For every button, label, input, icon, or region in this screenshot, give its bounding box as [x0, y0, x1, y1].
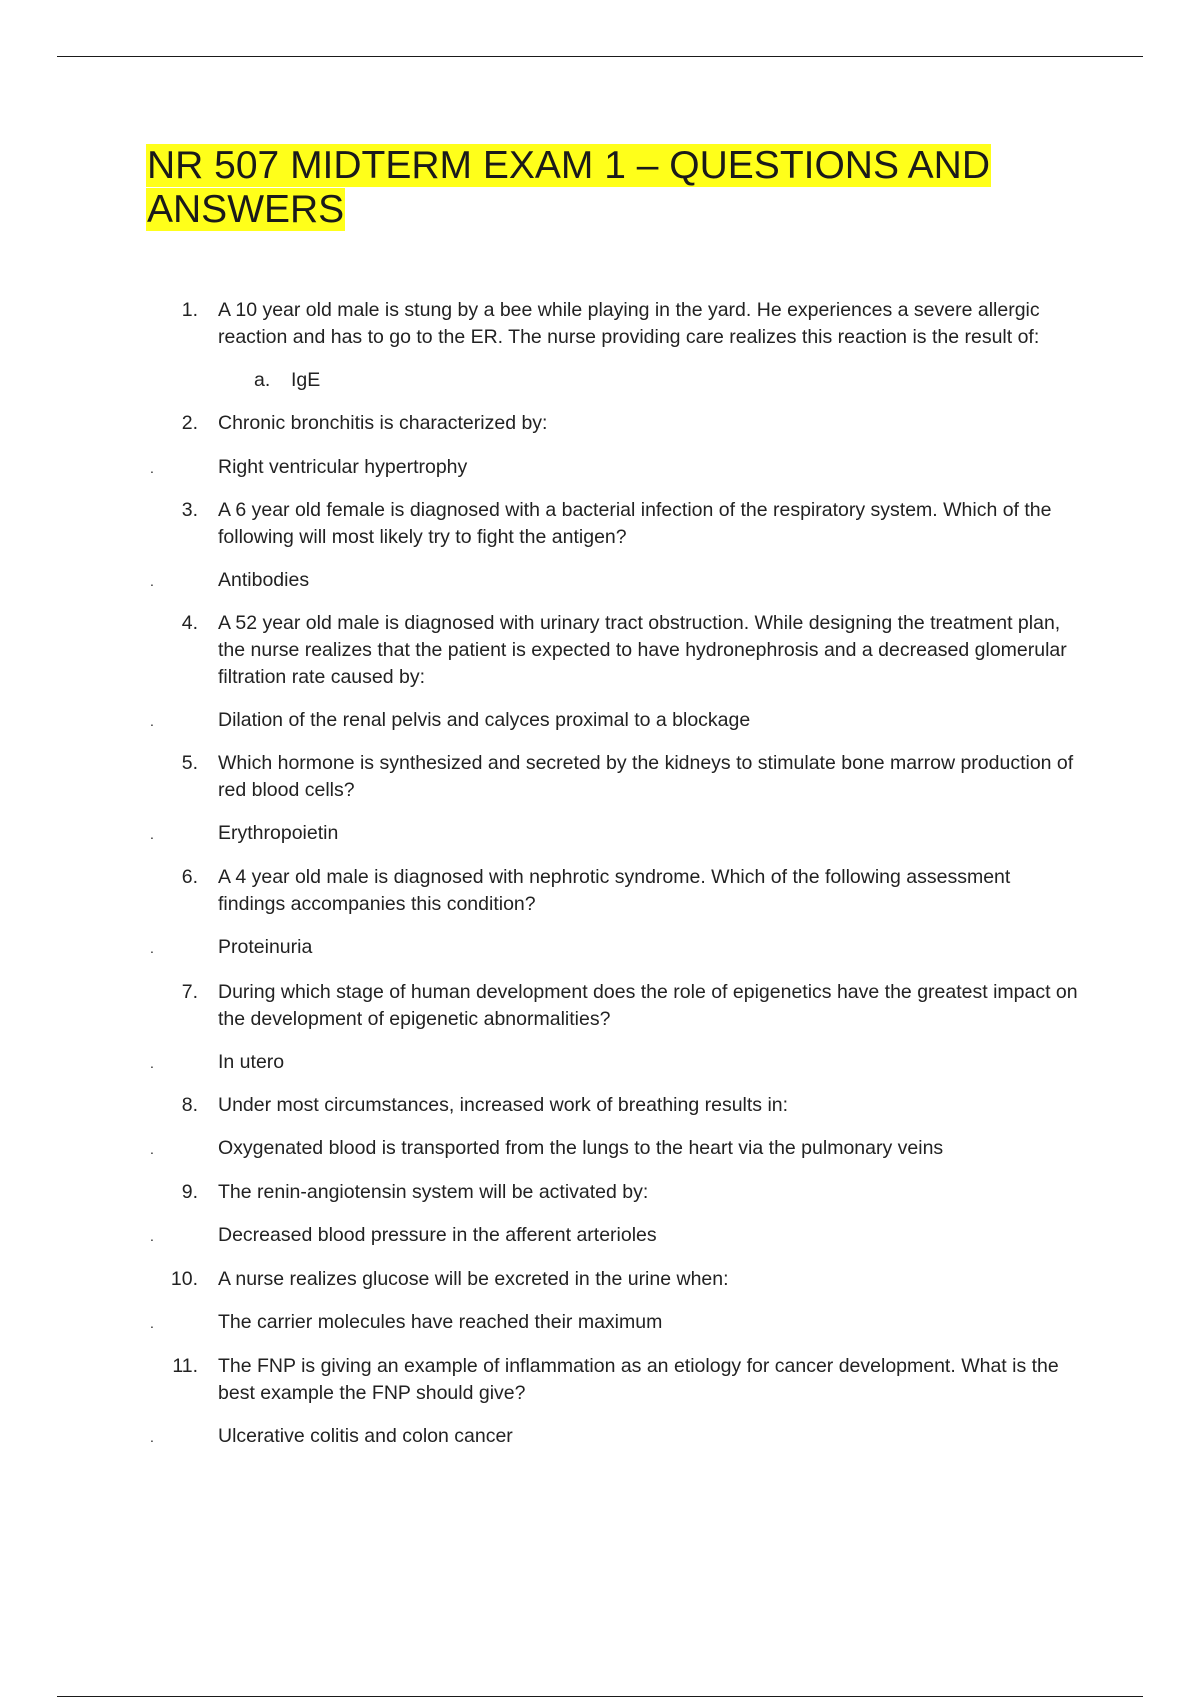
answer-marker: a.: [254, 369, 271, 391]
document-title-text: NR 507 MIDTERM EXAM 1 – QUESTIONS AND ANSWERS: [147, 144, 991, 231]
question-number: 5.: [181, 752, 198, 774]
answer-text: Right ventricular hypertrophy: [218, 456, 468, 478]
question-number: 10.: [170, 1268, 198, 1290]
answer-marker: .: [150, 1315, 154, 1331]
question-text: A 4 year old male is diagnosed with nephrotic syndrome. Which of the following assessment findings accompanies this condition?: [218, 866, 1011, 915]
question-text: A nurse realizes glucose will be excreted in the urine when:: [218, 1268, 729, 1290]
answer-marker: .: [150, 940, 154, 956]
answer-text: IgE: [291, 369, 321, 391]
answer-text: The carrier molecules have reached their maximum: [218, 1311, 663, 1333]
question-text: The renin-angiotensin system will be activated by:: [218, 1181, 649, 1203]
question-text: Under most circumstances, increased work of breathing results in:: [218, 1094, 789, 1116]
answer-text: Antibodies: [218, 569, 310, 591]
question-number: 1.: [181, 299, 198, 321]
question-text: During which stage of human development does the role of epigenetics have the greatest impact on the development of epigenetic abnormalities?: [218, 981, 1078, 1030]
question-text: Chronic bronchitis is characterized by:: [218, 412, 548, 434]
answer-text: Proteinuria: [218, 936, 313, 958]
answer-marker: .: [150, 826, 154, 842]
question-number: 2.: [181, 412, 198, 434]
question-number: 4.: [181, 612, 198, 634]
answer-text: Ulcerative colitis and colon cancer: [218, 1425, 513, 1447]
answer-marker: .: [150, 460, 154, 476]
question-text: A 52 year old male is diagnosed with urinary tract obstruction. While designing the treatment plan, the nurse realizes that the patient is expected to have hydronephrosis and a decreased glomerular filtration rate caused by:: [218, 612, 1067, 688]
question-text: The FNP is giving an example of inflammation as an etiology for cancer development. What is the best example the FNP should give?: [218, 1355, 1059, 1404]
footer-rule: [57, 1696, 1143, 1697]
question-number: 11.: [172, 1355, 198, 1377]
answer-text: In utero: [218, 1051, 285, 1073]
answer-marker: .: [150, 573, 154, 589]
answer-marker: .: [150, 1429, 154, 1445]
question-text: A 10 year old male is stung by a bee while playing in the yard. He experiences a severe allergic reaction and has to go to the ER. The nurse providing care realizes this reaction is the result of:: [218, 299, 1040, 348]
answer-text: Decreased blood pressure in the afferent arterioles: [218, 1224, 657, 1246]
question-text: A 6 year old female is diagnosed with a bacterial infection of the respiratory system. Which of the following will most likely try to fight the antigen?: [218, 499, 1052, 548]
answer-marker: .: [150, 713, 154, 729]
answer-text: Erythropoietin: [218, 822, 339, 844]
question-number: 9.: [181, 1181, 198, 1203]
question-number: 3.: [181, 499, 198, 521]
question-number: 6.: [181, 866, 198, 888]
answer-marker: .: [150, 1228, 154, 1244]
answer-marker: .: [150, 1141, 154, 1157]
answer-text: Dilation of the renal pelvis and calyces proximal to a blockage: [218, 709, 751, 731]
question-text: Which hormone is synthesized and secreted by the kidneys to stimulate bone marrow production of red blood cells?: [218, 752, 1074, 801]
answer-text: Oxygenated blood is transported from the lungs to the heart via the pulmonary veins: [218, 1137, 944, 1159]
answer-marker: .: [150, 1055, 154, 1071]
question-number: 8.: [181, 1094, 198, 1116]
question-number: 7.: [181, 981, 198, 1003]
